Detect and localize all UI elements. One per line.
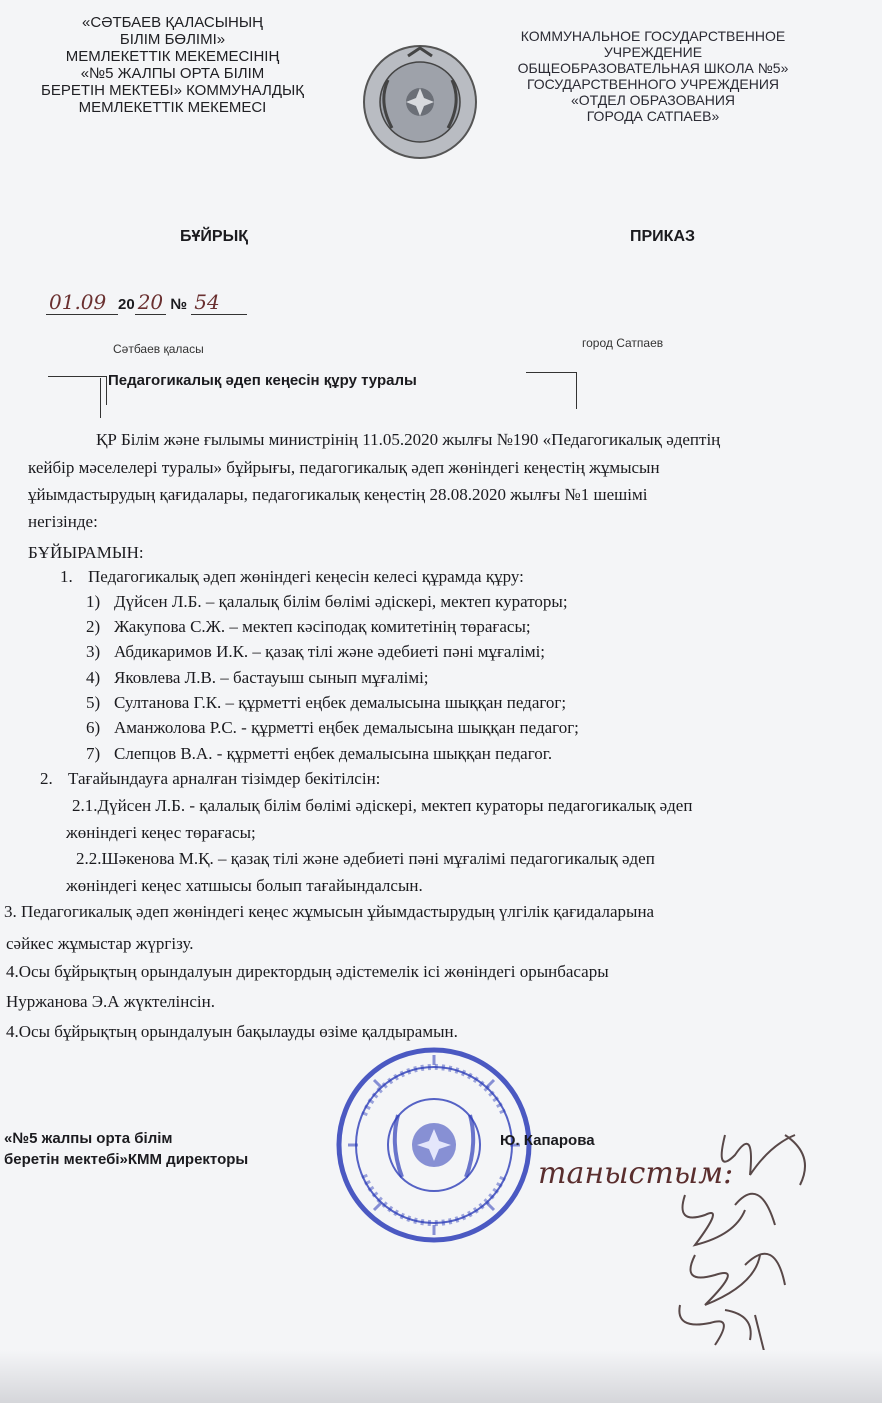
header-ru-line: УЧРЕЖДЕНИЕ bbox=[603, 44, 703, 60]
preamble-line: негізінде: bbox=[28, 512, 98, 531]
item-3: 3. Педагогикалық әдеп жөніндегі кеңес жұмысын ұйымдастырудың үлгілік қағидаларына bbox=[4, 902, 655, 921]
state-emblem-icon bbox=[358, 40, 482, 164]
order-number-sign: № bbox=[170, 296, 188, 313]
city-kz: Сәтбаев қаласы bbox=[113, 342, 204, 356]
header-kz-line: БІЛІМ БӨЛІМІ» bbox=[119, 31, 226, 48]
member-num: 5) bbox=[86, 693, 101, 712]
member-item bbox=[86, 668, 429, 688]
header-ru bbox=[488, 28, 818, 124]
order-date-number bbox=[46, 290, 247, 315]
page-shadow bbox=[0, 1350, 882, 1403]
director-title-line: «№5 жалпы орта білім bbox=[4, 1130, 173, 1147]
director-title bbox=[4, 1128, 248, 1170]
handwritten-signatures-icon bbox=[585, 1115, 865, 1355]
item-4-cont: Нуржанова Э.А жүктелінсін. bbox=[6, 992, 215, 1011]
item-2 bbox=[40, 769, 380, 789]
member-item bbox=[86, 642, 545, 662]
title-kz: БҰЙРЫҚ bbox=[180, 228, 248, 245]
director-title-line: беретін мектебі»КММ директоры bbox=[4, 1151, 249, 1168]
header-kz-line: МЕМЛЕКЕТТІК МЕКЕМЕСІНІҢ bbox=[65, 48, 280, 65]
item-2-sub: жөніндегі кеңес хатшысы болып тағайындалсын. bbox=[66, 876, 423, 895]
member-text: Яковлева Л.В. – бастауыш сынып мұғалімі; bbox=[114, 668, 429, 687]
item-2-sub: 2.1.Дүйсен Л.Б. - қалалық білім бөлімі әдіскері, мектеп кураторы педагогикалық әдеп bbox=[72, 796, 693, 815]
acknowledged-note: таныстым: bbox=[538, 1156, 734, 1191]
member-num: 1) bbox=[86, 592, 101, 611]
member-text: Дүйсен Л.Б. – қалалық білім бөлімі әдіскері, мектеп кураторы; bbox=[114, 592, 568, 611]
preamble-line: кейбір мәселелері туралы» бұйрығы, педагогикалық әдеп жөніндегі кеңестің жұмысын bbox=[28, 458, 660, 477]
item-1-text: Педагогикалық әдеп жөніндегі кеңесін келесі құрамда құру: bbox=[88, 567, 524, 586]
header-kz-line: БЕРЕТІН МЕКТЕБІ» КОММУНАЛДЫҚ bbox=[40, 82, 305, 99]
header-ru-line: КОММУНАЛЬНОЕ ГОСУДАРСТВЕННОЕ bbox=[520, 28, 786, 44]
order-word: БҰЙЫРАМЫН: bbox=[28, 543, 144, 562]
item-2-sub: 2.2.Шәкенова М.Қ. – қазақ тілі және әдебиеті пәні мұғалімі педагогикалық әдеп bbox=[76, 849, 655, 868]
order-year-suffix: 20 bbox=[135, 290, 166, 315]
corner-bracket-right bbox=[526, 372, 577, 409]
header-kz-line: «СӘТБАЕВ ҚАЛАСЫНЫҢ bbox=[82, 14, 263, 31]
member-num: 7) bbox=[86, 744, 101, 763]
member-num: 2) bbox=[86, 617, 101, 636]
city-ru: город Сатпаев bbox=[582, 336, 664, 350]
header-ru-line: ГОСУДАРСТВЕННОГО УЧРЕЖДЕНИЯ bbox=[526, 76, 780, 92]
item-3-cont: сәйкес жұмыстар жүргізу. bbox=[6, 934, 194, 953]
member-item bbox=[86, 718, 579, 738]
title-ru: ПРИКАЗ bbox=[630, 228, 696, 245]
member-text: Султанова Г.К. – құрметті еңбек демалысына шыққан педагог; bbox=[114, 693, 567, 712]
header-ru-line: ОБЩЕОБРАЗОВАТЕЛЬНАЯ ШКОЛА №5» bbox=[517, 60, 789, 76]
preamble-line: ұйымдастырудың қағидалары, педагогикалық кеңестің 28.08.2020 жылғы №1 шешімі bbox=[28, 485, 648, 504]
item-1 bbox=[60, 567, 524, 587]
member-item bbox=[86, 617, 531, 637]
header-kz bbox=[0, 14, 345, 116]
item-1-num: 1. bbox=[60, 567, 73, 586]
item-2-sub: жөніндегі кеңес төрағасы; bbox=[66, 823, 256, 842]
header-kz-line: МЕМЛЕКЕТТІК МЕКЕМЕСІ bbox=[78, 99, 267, 116]
order-date: 01.09 bbox=[46, 290, 118, 315]
member-num: 3) bbox=[86, 642, 101, 661]
corner-bracket-left bbox=[48, 376, 107, 405]
member-text: Аманжолова Р.С. - құрметті еңбек демалысына шыққан педагог; bbox=[114, 718, 579, 737]
preamble-line: ҚР Білім және ғылымы министрінің 11.05.2020 жылғы №190 «Педагогикалық әдептің bbox=[96, 430, 721, 449]
member-item bbox=[86, 693, 566, 713]
order-subject: Педагогикалық әдеп кеңесін құру туралы bbox=[108, 372, 417, 389]
member-text: Слепцов В.А. - құрметті еңбек демалысына шыққан педагог. bbox=[114, 744, 553, 763]
member-num: 6) bbox=[86, 718, 101, 737]
header-ru-line: ГОРОДА САТПАЕВ» bbox=[586, 108, 720, 124]
header-ru-line: «ОТДЕЛ ОБРАЗОВАНИЯ bbox=[570, 92, 735, 108]
order-year-prefix: 20 bbox=[118, 296, 135, 313]
member-num: 4) bbox=[86, 668, 101, 687]
member-item bbox=[86, 744, 552, 764]
member-text: Абдикаримов И.К. – қазақ тілі және әдебиеті пәні мұғалімі; bbox=[114, 642, 546, 661]
item-5: 4.Осы бұйрықтың орындалуын бақылауды өзіме қалдырамын. bbox=[6, 1022, 458, 1041]
item-4: 4.Осы бұйрықтың орындалуын директордың әдістемелік ісі жөніндегі орынбасары bbox=[6, 962, 609, 981]
header-kz-line: «№5 ЖАЛПЫ ОРТА БІЛІМ bbox=[80, 65, 265, 82]
director-name: Ю. Капарова bbox=[500, 1132, 595, 1149]
item-2-text: Тағайындауға арналған тізімдер бекітілсін: bbox=[68, 769, 381, 788]
member-item bbox=[86, 592, 568, 612]
member-text: Жакупова С.Ж. – мектеп кәсіподақ комитетінің төрағасы; bbox=[114, 617, 531, 636]
order-number: 54 bbox=[191, 290, 247, 315]
item-2-num: 2. bbox=[40, 769, 53, 788]
